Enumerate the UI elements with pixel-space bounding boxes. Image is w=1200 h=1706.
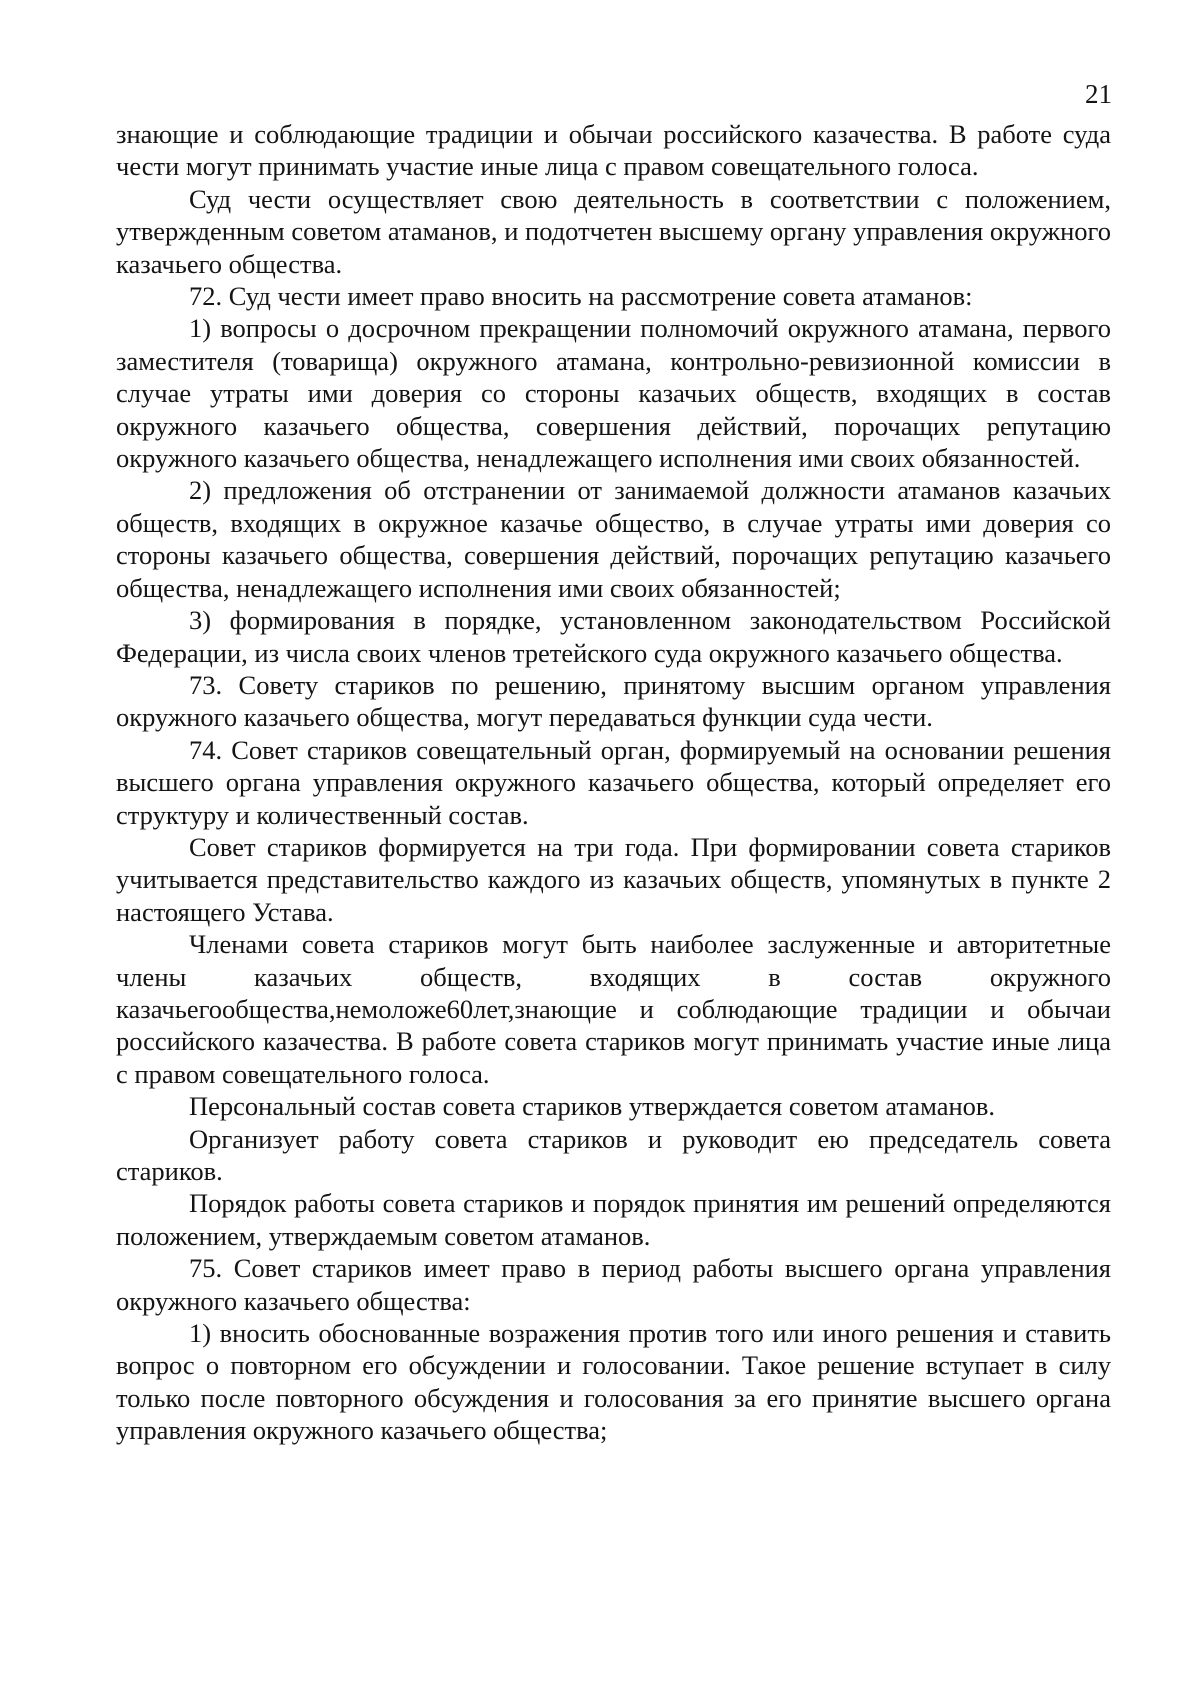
document-body <box>116 118 1111 1447</box>
paragraph-council-members: Членами совета стариков могут быть наиболее заслуженные и авторитетные члены казачьих обществ, входящих в состав окружного казачьегообщества,немоложе60лет,знающие и соблюдающие традиции и обычаи российского казачества. В работе совета стариков могут принимать участие иные лица с правом совещательного голоса. <box>116 929 1111 1089</box>
paragraph-court-of-honor-regulation: Суд чести осуществляет свою деятельность в соответствии с положением, утвержденным советом атаманов, и подотчетен высшему органу управления окружного казачьего общества. <box>116 183 1111 279</box>
paragraph-council-composition: Персональный состав совета стариков утверждается советом атаманов. <box>189 1091 996 1122</box>
paragraph-clause-73: 73. Совету стариков по решению, принятому высшим органом управления окружного казачьего общества, могут передаваться функции суда чести. <box>116 669 1111 733</box>
paragraph-council-procedure: Порядок работы совета стариков и порядок принятия им решений определяются положением, утверждаемым советом атаманов. <box>116 1188 1111 1251</box>
page-number: 21 <box>1085 79 1112 109</box>
paragraph-clause-72-item-2: 2) предложения об отстранении от занимаемой должности атаманов казачьих обществ, входящих в окружное казачье общество, в случае утраты ими доверия со стороны казачьего общества, совершения действий, порочащих репутацию казачьего общества, ненадлежащего исполнения ими своих обязанностей; <box>116 475 1111 603</box>
paragraph-clause-75-item-1: 1) вносить обоснованные возражения против того или иного решения и ставить вопрос о повторном его обсуждении и голосовании. Такое решение вступает в силу только после повторного обсуждения и голосования за его принятие высшего органа управления окружного казачьего общества; <box>116 1318 1111 1446</box>
paragraph-council-term: Совет стариков формируется на три года. При формировании совета стариков учитывается представительство каждого из казачьих обществ, упомянутых в пункте 2 настоящего Устава. <box>116 831 1111 927</box>
paragraph-clause-75: 75. Совет стариков имеет право в период работы высшего органа управления окружного казачьего общества: <box>116 1253 1111 1316</box>
paragraph-clause-74: 74. Совет стариков совещательный орган, формируемый на основании решения высшего органа управления окружного казачьего общества, который определяет его структуру и количественный состав. <box>116 734 1111 830</box>
paragraph-clause-72: 72. Суд чести имеет право вносить на рассмотрение совета атаманов: <box>189 281 973 312</box>
paragraph-clause-72-item-1: 1) вопросы о досрочном прекращении полномочий окружного атамана, первого заместителя (товарища) окружного атамана, контрольно-ревизионной комиссии в случае утраты ими доверия со стороны казачьих обществ, входящих в состав окружного казачьего общества, совершения действий, порочащих репутацию окружного казачьего общества, ненадлежащего исполнения ими своих обязанностей. <box>116 313 1111 474</box>
paragraph-clause-72-item-3: 3) формирования в порядке, установленном законодательством Российской Федерации, из числа своих членов третейского суда окружного казачьего общества. <box>116 605 1111 668</box>
paragraph-council-chairman: Организует работу совета стариков и руководит ею председатель совета стариков. <box>116 1123 1111 1186</box>
paragraph-continuation: знающие и соблюдающие традиции и обычаи российского казачества. В работе суда чести могут принимать участие иные лица с правом совещательного голоса. <box>116 119 1111 182</box>
